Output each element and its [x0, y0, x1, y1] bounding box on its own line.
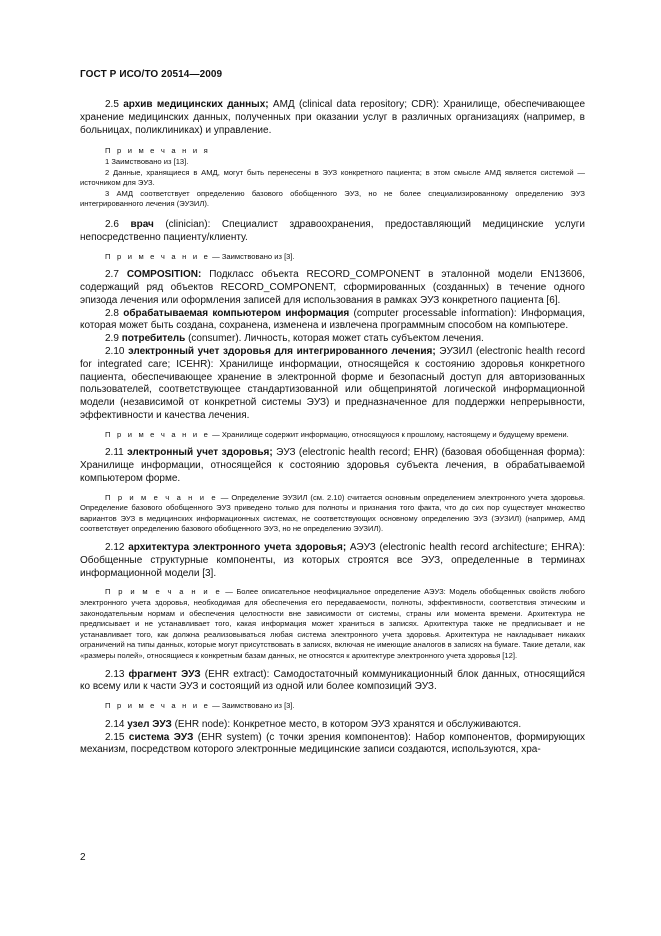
term-entry	[80, 308, 585, 334]
term-entry	[80, 219, 585, 245]
term-definition: (consumer). Личность, которая может стать субъектом лечения.	[185, 333, 484, 345]
term-title: обрабатываемая компьютером информация	[123, 307, 350, 319]
term-entry	[80, 447, 585, 485]
term-title: узел ЭУЗ	[127, 718, 172, 730]
term-entry	[80, 669, 585, 695]
note-item: П р и м е ч а н и е — Заимствовано из [3].	[105, 701, 295, 711]
note-item: 1 Заимствовано из [13].	[105, 156, 189, 166]
term-definition: АМД (clinical data repository; CDR): Хранилище, обеспечивающее хранение медицинских данных, полученных при оказании услуг в различных организациях (например, в больницах, поликлиниках) и управление.	[80, 99, 586, 136]
note-item: П р и м е ч а н и е — Хранилище содержит информацию, относящуюся к прошлому, настоящему и будущему времени.	[105, 429, 569, 439]
term-entry	[80, 269, 585, 307]
term-title: врач	[130, 218, 154, 230]
term-definition: ЭУЗ (electronic health record; EHR) (базовая обобщенная форма): Хранилище информации, относящейся к состоянию здоровья субъекта лечения, в обрабатываемой компьютером форме.	[80, 447, 586, 484]
note-block	[80, 146, 585, 210]
note-item: П р и м е ч а н и е — Более описательное неофициальное определение АЭУЗ: Модель обобщенных свойств любого электронного учета здоровья, необходимая для обеспечения его передаваемости, полноты, эффективности, соответствия этическим и законодательным нормам и обеспечения целостности вне зависимости от системы, страны или момента времени. Архитектура не предписывает и не устанавливает того, какая информация может храниться в записях. Архитектура также не предписывает и не устанавливает того, как должна реализовываться любая система электронного учета здоровья. Архитектура не накладывает никаких ограничений на типы данных, которые могут присутствовать в записях, включая не имеющие аналогов в записях на бумаге. Такие детали, как «размеры полей», относящиеся к конкретным базам данных, не относятся к архитектуре электронного учета здоровья [12].	[80, 587, 585, 661]
term-title: электронный учет здоровья;	[127, 447, 273, 459]
term-entry	[80, 719, 585, 732]
term-number: 2.8	[105, 307, 119, 319]
document-body	[80, 99, 585, 757]
note-item: 3 АМД соответствует определению базового обобщенного ЭУЗ, но не более специализированному определению ЭУЗ интегрированного лечения (ЭУЗИЛ).	[80, 188, 585, 209]
page-number: 2	[80, 852, 86, 863]
term-number: 2.6	[105, 218, 119, 230]
term-number: 2.12	[105, 542, 125, 554]
page-header: ГОСТ Р ИСО/ТО 20514—2009	[80, 69, 223, 80]
term-definition: Подкласс объекта RECORD_COMPONENT в эталонной модели EN13606, содержащий ряд объектов RECORD_COMPONENT, сформированных (созданных) в течение одного эпизода лечения или оформления записей для использования в рамках ЭУЗ конкретного пациента [6].	[80, 269, 585, 306]
note-item: П р и м е ч а н и е — Заимствовано из [3].	[105, 251, 295, 261]
term-number: 2.15	[105, 731, 125, 743]
term-definition: ЭУЗИЛ (electronic health record for integrated care; ICEHR): Хранилище информации, относящейся к состоянию здоровья конкретного пациента, обеспечивающее хранение в электронной форме и безопасный доступ для авторизованных пользователей, соответствующее стандартизованной или общепринятой логической информационной модели (независимой от конкретной системы ЭУЗ) и предназначенное для поддержки непрерывности, эффективности и качества лечения.	[80, 345, 586, 421]
term-title: COMPOSITION:	[126, 269, 202, 281]
note-title: П р и м е ч а н и я	[105, 146, 210, 156]
term-definition: (EHR extract): Самодостаточный коммуникационный блок данных, относящийся ко всему или к части ЭУЗ и состоящий из одной или более композиций ЭУЗ.	[80, 668, 586, 693]
term-entry	[80, 542, 585, 580]
term-number: 2.13	[105, 668, 125, 680]
term-number: 2.5	[105, 99, 119, 110]
term-definition: (clinician): Специалист здравоохранения, предоставляющий медицинские услуги непосредственно пациенту/клиенту.	[80, 218, 585, 243]
term-definition: (EHR system) (с точки зрения компонентов): Набор компонентов, формирующих механизм, посредством которого электронные медицинские записи создаются, используются, хра-	[80, 731, 585, 756]
term-definition: (computer processable information): Информация, которая может быть создана, сохранена, изменена и извлечена программным способом на компьютере.	[80, 307, 586, 332]
term-title: архитектура электронного учета здоровья;	[128, 542, 347, 554]
term-number: 2.14	[105, 718, 125, 730]
term-entry	[80, 346, 585, 423]
term-title: электронный учет здоровья для интегрированного лечения;	[128, 345, 436, 357]
term-entry	[80, 333, 585, 346]
term-number: 2.11	[105, 447, 124, 459]
term-number: 2.10	[105, 345, 125, 357]
term-definition: (EHR node): Конкретное место, в котором ЭУЗ хранятся и обслуживаются.	[171, 718, 522, 730]
term-title: потребитель	[121, 333, 186, 345]
term-entry	[80, 732, 585, 758]
note-item: 2 Данные, хранящиеся в АМД, могут быть перенесены в ЭУЗ конкретного пациента; в этом смысле АМД является системой — источником для ЭУЗ.	[80, 167, 585, 188]
term-title: фрагмент ЭУЗ	[128, 668, 201, 680]
term-definition: АЭУЗ (electronic health record architecture; EHRA): Обобщенные структурные компоненты, из которых строятся все ЭУЗ, определенные в терминах информационной модели [3].	[80, 542, 585, 579]
term-title: система ЭУЗ	[128, 731, 194, 743]
term-entry	[80, 99, 585, 137]
term-title: архив медицинских данных;	[123, 99, 269, 110]
term-number: 2.9	[105, 333, 119, 345]
term-number: 2.7	[105, 269, 119, 281]
note-item: П р и м е ч а н и е — Определение ЭУЗИЛ (см. 2.10) считается основным определением электронного учета здоровья. Определение базового обобщенного ЭУЗ приведено только для полноты и признания того факта, что до сих пор существует множество вариантов ЭУЗ в медицинских информационных системах, не соответствующих основному определению ЭУЗ (ЭУЗИЛ) (например, АМД соответствует определению базового обобщенного ЭУЗ, но не определению ЭУЗИЛ).	[80, 492, 585, 534]
